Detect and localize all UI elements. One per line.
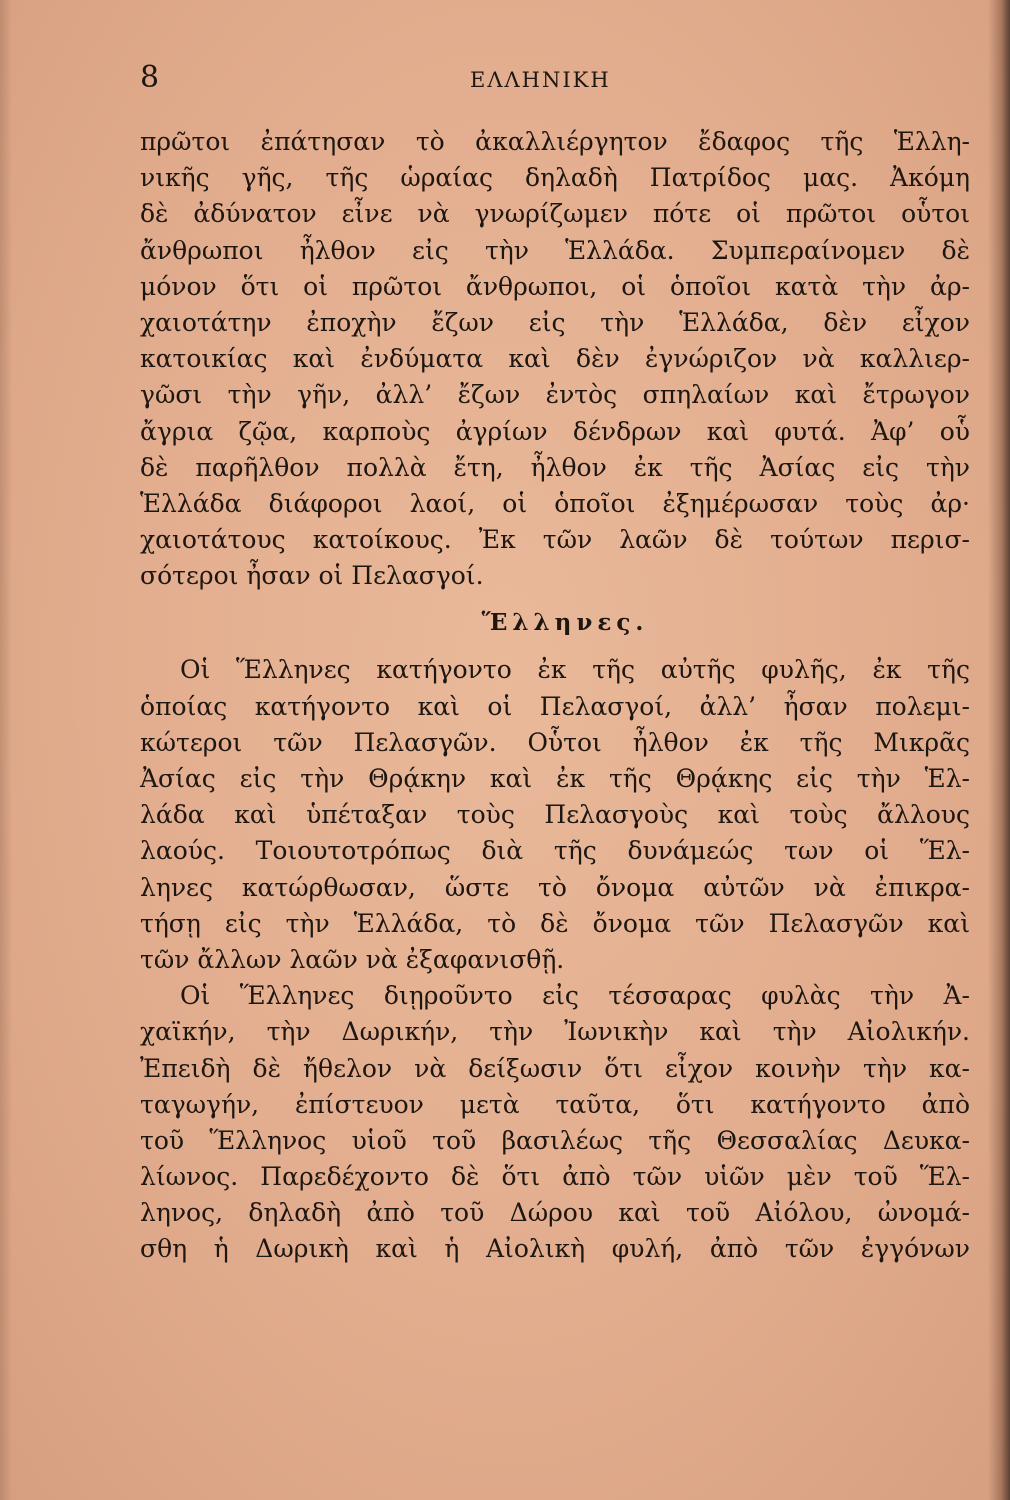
text-line: ληνος, δηλαδὴ ἀπὸ τοῦ Δώρου καὶ τοῦ Αἰόλου, ὠνομά- xyxy=(140,1198,970,1228)
text-line: Οἱ Ἕλληνες κατήγοντο ἐκ τῆς αὐτῆς φυλῆς, ἐκ τῆς xyxy=(180,655,970,685)
page-header xyxy=(140,58,955,98)
running-title: ΕΛΛΗΝΙΚΗ xyxy=(470,68,611,92)
text-line: ταγωγήν, ἐπίστευον μετὰ ταῦτα, ὅτι κατήγοντο ἀπὸ xyxy=(140,1089,970,1119)
page-number: 8 xyxy=(140,60,160,95)
text-line: τήσῃ εἰς τὴν Ἑλλάδα, τὸ δὲ ὄνομα τῶν Πελασγῶν καὶ xyxy=(140,908,970,938)
page-right-edge-shadow xyxy=(988,0,1010,1500)
text-line: γῶσι τὴν γῆν, ἀλλ’ ἔζων ἐντὸς σπηλαίων καὶ ἔτρωγον xyxy=(140,380,970,410)
text-line: ἄγρια ζῷα, καρποὺς ἀγρίων δένδρων καὶ φυτά. Ἀφ’ οὗ xyxy=(140,416,970,446)
text-line: λαούς. Τοιουτοτρόπως διὰ τῆς δυνάμεώς των οἱ Ἕλ- xyxy=(140,836,970,866)
text-line: σθη ἡ Δωρικὴ καὶ ἡ Αἰολικὴ φυλή, ἀπὸ τῶν ἐγγόνων xyxy=(140,1234,970,1264)
section-heading: Ἕλληνες. xyxy=(481,609,649,637)
text-line: πρῶτοι ἐπάτησαν τὸ ἀκαλλιέργητον ἔδαφος τῆς Ἑλλη- xyxy=(140,127,970,156)
text-line: λίωνος. Παρεδέχοντο δὲ ὅτι ἀπὸ τῶν υἱῶν μὲν τοῦ Ἕλ- xyxy=(140,1162,970,1192)
text-line: δὲ παρῆλθον πολλὰ ἔτη, ἦλθον ἐκ τῆς Ἀσίας εἰς τὴν xyxy=(140,452,970,482)
text-line: δὲ ἀδύνατον εἶνε νὰ γνωρίζωμεν πότε οἱ πρῶτοι οὗτοι xyxy=(140,199,970,229)
text-line: λάδα καὶ ὑπέταξαν τοὺς Πελασγοὺς καὶ τοὺς ἄλλους xyxy=(140,800,970,830)
text-line: μόνον ὅτι οἱ πρῶτοι ἄνθρωποι, οἱ ὁποῖοι κατὰ τὴν ἀρ- xyxy=(140,271,970,301)
text-line: χαϊκήν, τὴν Δωρικήν, τὴν Ἰωνικὴν καὶ τὴν Αἰολικήν. xyxy=(140,1017,970,1047)
text-line: χαιοτάτην ἐποχὴν ἔζων εἰς τὴν Ἑλλάδα, δὲν εἶχον xyxy=(140,307,970,337)
text-line: κατοικίας καὶ ἐνδύματα καὶ δὲν ἐγνώριζον νὰ καλλιερ- xyxy=(140,344,970,374)
section-spacer xyxy=(140,642,970,652)
body-text xyxy=(140,124,970,1268)
text-line: κώτεροι τῶν Πελασγῶν. Οὗτοι ἦλθον ἐκ τῆς Μικρᾶς xyxy=(140,727,970,757)
text-line: Ἑλλάδα διάφοροι λαοί, οἱ ὁποῖοι ἐξημέρωσαν τοὺς ἀρ· xyxy=(140,488,970,518)
text-line: Ἐπειδὴ δὲ ἤθελον νὰ δείξωσιν ὅτι εἶχον κοινὴν τὴν κα- xyxy=(140,1053,970,1083)
paragraph-1 xyxy=(140,124,970,594)
text-line: Οἱ Ἕλληνες διῃροῦντο εἰς τέσσαρας φυλὰς τὴν Ἀ- xyxy=(180,981,970,1011)
paragraph-2 xyxy=(140,652,970,978)
text-line: ὁποίας κατήγοντο καὶ οἱ Πελασγοί, ἀλλ’ ἦσαν πολεμι- xyxy=(140,691,970,721)
text-line: νικῆς γῆς, τῆς ὡραίας δηλαδὴ Πατρίδος μας. Ἀκόμη xyxy=(140,163,970,193)
paragraph-3 xyxy=(140,978,970,1268)
text-line: Ἀσίας εἰς τὴν Θρᾴκην καὶ ἐκ τῆς Θρᾴκης εἰς τὴν Ἑλ- xyxy=(140,764,970,793)
text-line: τοῦ Ἕλληνος υἱοῦ τοῦ βασιλέως τῆς Θεσσαλίας Δευκα- xyxy=(140,1125,970,1155)
text-line: σότεροι ἦσαν οἱ Πελασγοί. xyxy=(140,561,484,591)
text-line: ληνες κατώρθωσαν, ὥστε τὸ ὄνομα αὐτῶν νὰ ἐπικρα- xyxy=(140,872,970,902)
text-line: τῶν ἄλλων λαῶν νὰ ἐξαφανισθῇ. xyxy=(140,944,565,974)
page-left-edge-shadow xyxy=(0,0,12,1500)
section-spacer xyxy=(140,594,970,604)
text-line: χαιοτάτους κατοίκους. Ἐκ τῶν λαῶν δὲ τούτων περισ- xyxy=(140,525,970,555)
text-line: ἄνθρωποι ἦλθον εἰς τὴν Ἑλλάδα. Συμπεραίνομεν δὲ xyxy=(140,235,970,265)
